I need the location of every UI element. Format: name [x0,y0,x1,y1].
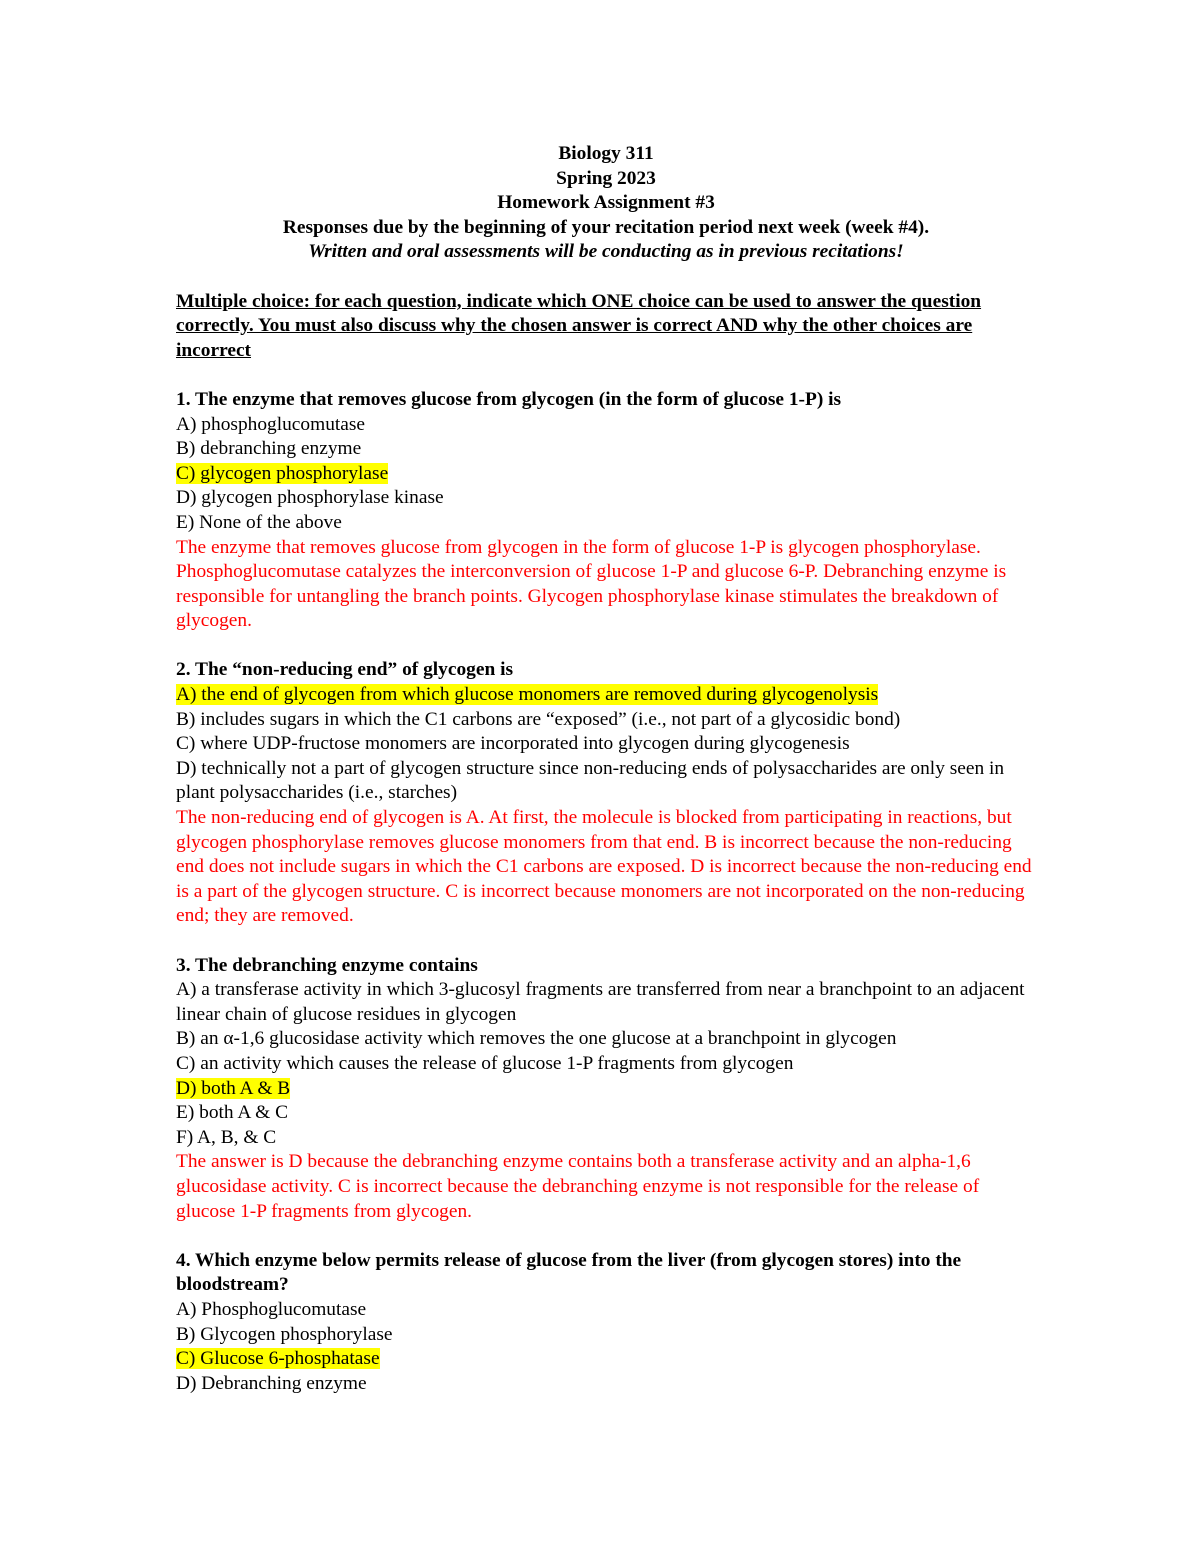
option-a: A) a transferase activity in which 3-glucosyl fragments are transferred from near a branchpoint to an adjacent linear chain of glucose residues in glycogen [176,979,1025,1025]
highlighted-answer: A) the end of glycogen from which glucose monomers are removed during glycogenolysis [176,684,879,706]
question-stem: 4. Which enzyme below permits release of glucose from the liver (from glycogen stores) into the bloodstream? [176,1249,962,1296]
spacer [176,265,1036,290]
option-d: D) glycogen phosphorylase kinase [176,487,444,509]
highlighted-answer: D) both A & B [176,1077,291,1099]
question-3 [176,954,1036,1225]
highlighted-answer: C) glycogen phosphorylase [176,462,389,484]
term: Spring 2023 [556,167,656,189]
spacer [176,929,1036,954]
option-d: D) Debranching enzyme [176,1372,367,1394]
option-e: E) both A & C [176,1102,289,1124]
option-b: B) includes sugars in which the C1 carbons are “exposed” (i.e., not part of a glycosidic bond) [176,708,901,730]
spacer [176,634,1036,659]
document-header [176,142,1036,265]
highlighted-answer: C) Glucose 6-phosphatase [176,1348,380,1370]
option-d: D) technically not a part of glycogen structure since non-reducing ends of polysaccharides are only seen in plant polysaccharides (i.e., starches) [176,757,1005,804]
option-f: F) A, B, & C [176,1126,277,1148]
answer-explanation: The non-reducing end of glycogen is A. At first, the molecule is blocked from participating in reactions, but glycogen phosphorylase removes glucose monomers from that end. B is incorrect because the non-reducing end does not include sugars in which the C1 carbons are exposed. D is incorrect because the non-reducing end is a part of the glycogen structure. C is incorrect because monomers are not incorporated on the non-reducing end; they are removed. [176,807,1032,927]
question-2 [176,658,1036,929]
question-stem: 2. The “non-reducing end” of glycogen is [176,659,514,681]
option-e: E) None of the above [176,511,342,533]
option-a-correct [176,683,1036,708]
answer-explanation: The answer is D because the debranching enzyme contains both a transferase activity and an alpha-1,6 glucosidase activity. C is incorrect because the debranching enzyme is not responsible for the release of glucose 1-P fragments from glycogen. [176,1151,980,1222]
assessment-note: Written and oral assessments will be conducting as in previous recitations! [308,241,904,263]
option-b: B) an α-1,6 glucosidase activity which removes the one glucose at a branchpoint in glycogen [176,1028,897,1050]
question-stem: 1. The enzyme that removes glucose from glycogen (in the form of glucose 1-P) is [176,388,842,410]
question-4 [176,1249,1036,1397]
option-c: C) where UDP-fructose monomers are incorporated into glycogen during glycogenesis [176,733,850,755]
instructions: Multiple choice: for each question, indicate which ONE choice can be used to answer the question correctly. You must also discuss why the chosen answer is correct AND why the other choices are incorrect [176,290,982,361]
due-notice: Responses due by the beginning of your recitation period next week (week #4). [282,216,930,238]
document-page [176,142,1036,1396]
option-c-correct [176,1347,1036,1372]
assignment-title: Homework Assignment #3 [497,192,715,214]
option-b: B) Glycogen phosphorylase [176,1323,393,1345]
spacer [176,363,1036,388]
question-1 [176,388,1036,634]
option-d-correct [176,1077,1036,1102]
spacer [176,1224,1036,1249]
option-c: C) an activity which causes the release of glucose 1-P fragments from glycogen [176,1052,794,1074]
option-a: A) Phosphoglucomutase [176,1298,367,1320]
answer-explanation: The enzyme that removes glucose from glycogen in the form of glucose 1-P is glycogen phosphorylase. Phosphoglucomutase catalyzes the interconversion of glucose 1-P and glucose 6-P. Debranching enzyme is responsible for untangling the branch points. Glycogen phosphorylase kinase stimulates the breakdown of glycogen. [176,536,1007,632]
question-stem: 3. The debranching enzyme contains [176,954,478,976]
option-b: B) debranching enzyme [176,438,362,460]
option-a: A) phosphoglucomutase [176,413,366,435]
option-c-correct [176,462,1036,487]
course-title: Biology 311 [558,143,654,164]
